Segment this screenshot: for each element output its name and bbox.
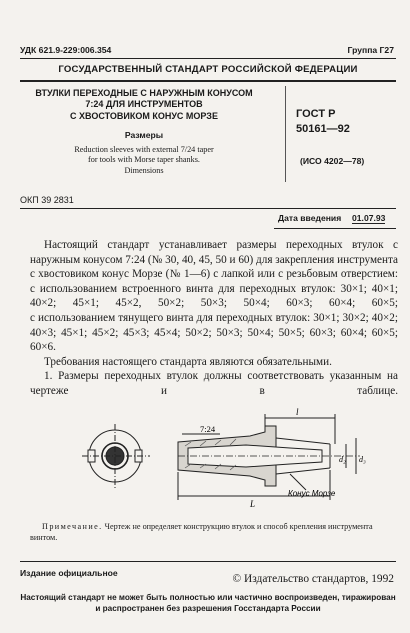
main-text [30, 238, 398, 399]
gost-label: ГОСТ Р [296, 108, 336, 120]
english-title-line: Dimensions [124, 165, 164, 175]
dim-d3: d₃ [359, 455, 366, 464]
title-line: С ХВОСТОВИКОМ КОНУС МОРЗЕ [70, 110, 218, 121]
standard-title [10, 88, 278, 122]
official-edition: Издание официальное [20, 568, 118, 578]
group-code: Группа Г27 [347, 45, 394, 55]
standard-subtitle: Размеры [124, 130, 164, 140]
date-label: Дата введения [278, 213, 342, 223]
okp-code: ОКП 39 2831 [20, 195, 74, 205]
note-label: Примечание. [42, 522, 103, 531]
note-text: Чертеж не определяет конструкцию втулок и способ крепления инструмента винтом. [30, 522, 373, 543]
divider [20, 58, 396, 59]
divider [20, 208, 396, 209]
paragraph: 1. Размеры переходных втулок должны соответствовать указанным на чертеже и в таблице. [30, 370, 398, 397]
english-title-line: for tools with Morse taper shanks. [88, 155, 200, 165]
dim-l: l [296, 408, 299, 417]
end-view [82, 424, 150, 488]
morse-taper-label: Конус Морзе [288, 489, 336, 498]
udk-code: УДК 621.9-229:006.354 [20, 45, 112, 55]
title-separator [285, 86, 286, 182]
gost-number: 50161—92 [296, 123, 350, 135]
divider [20, 561, 396, 562]
iso-reference: (ИСО 4202—78) [300, 156, 365, 166]
dim-L: L [250, 499, 256, 509]
title-line: ВТУЛКИ ПЕРЕХОДНЫЕ С НАРУЖНЫМ КОНУСОМ [35, 88, 253, 98]
dim-d2: d₂ [339, 455, 346, 464]
taper-label: 7:24 [200, 424, 216, 434]
copyright: © Издательство стандартов, 1992 [232, 573, 394, 585]
divider [274, 228, 396, 229]
note [30, 521, 390, 543]
paragraph: Настоящий стандарт устанавливает размеры переходных втулок с наружным конусом 7:24 (№ 30, 40, 45, 50 и 60) для закрепления инструмента с хвостовиком конус Морзе (№ 1—6) с лапкой или с резьбовым отверстием: [30, 239, 398, 281]
paragraph: с использованием встроенного винта для переходных втулок: 30×1; 40×1; 40×2; 45×1; 45×2, 50×2; 50×3; 50×4; 60×3; 60×4; 60×5; [30, 282, 398, 310]
org-title: ГОСУДАРСТВЕННЫЙ СТАНДАРТ РОССИЙСКОЙ ФЕДЕРАЦИИ [58, 64, 358, 75]
paragraph: с использованием тянущего винта для переходных втулок: 30×1; 30×2; 40×2; 40×3; 45×1; 45×2; 45×3; 45×4; 50×2; 50×3; 50×4; 50×5; 60×3; 60×4; 60×5; 60×6. [30, 311, 398, 354]
paragraph: Требования настоящего стандарта являются обязательными. [44, 355, 332, 368]
title-line: 7:24 ДЛЯ ИНСТРУМЕНТОВ [85, 99, 203, 110]
english-title-line: Reduction sleeves with external 7/24 taper [74, 145, 214, 154]
date-value: 01.07.93 [352, 213, 386, 223]
sleeve-drawing [60, 408, 380, 516]
reproduction-notice: Настоящий стандарт не может быть полностью или частично воспроизведен, тиражирован и распространен без разрешения Госстандарта России [20, 593, 396, 613]
english-title [10, 145, 278, 176]
divider [20, 80, 396, 82]
